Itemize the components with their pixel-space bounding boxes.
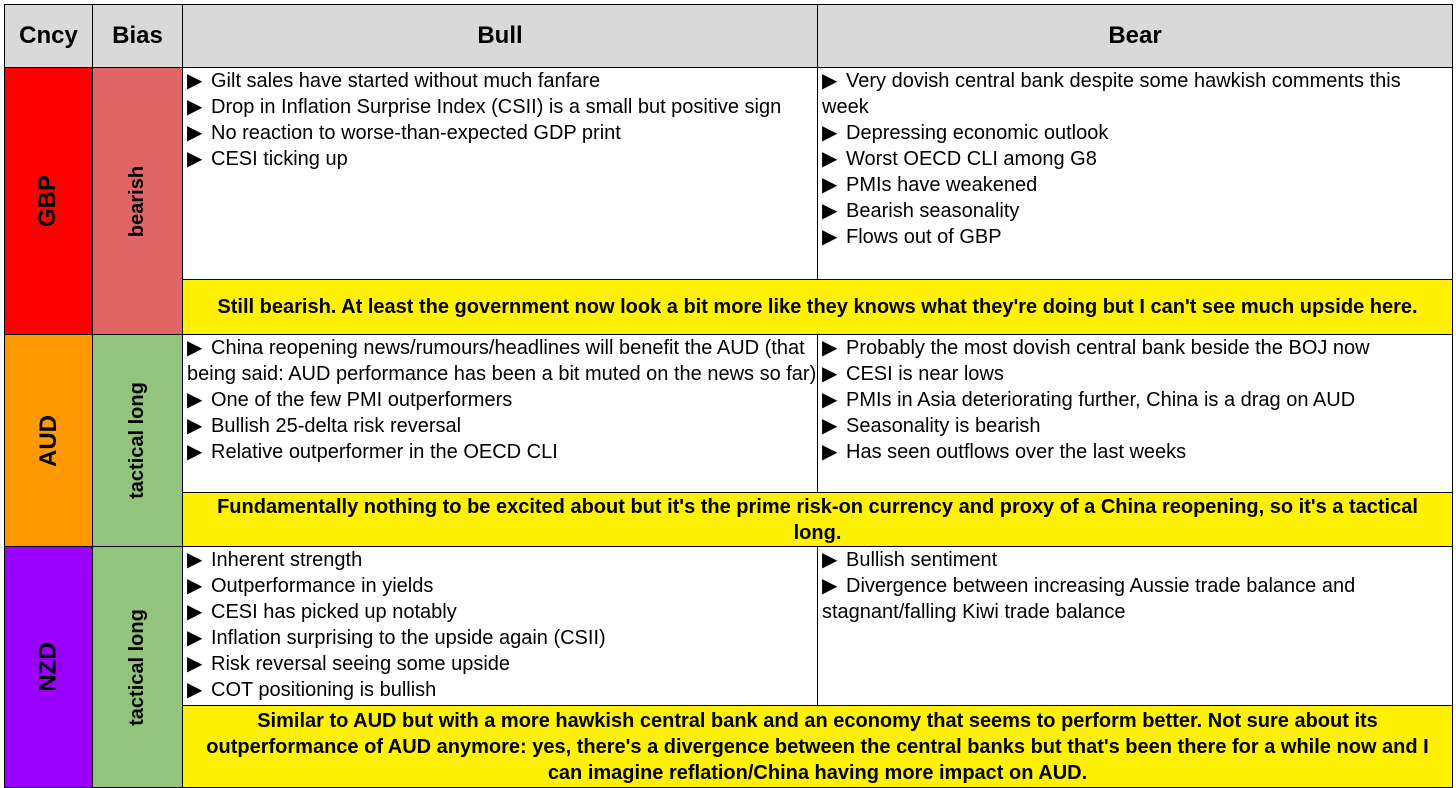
summary-cell-gbp: Still bearish. At least the government now look a bit more like they knows what they're doing but I can't see much upside here. — [182, 279, 1453, 335]
bullet-icon: ▶ — [187, 549, 203, 571]
list-item: ▶ Depressing economic outlook — [822, 122, 1109, 144]
list-item: ▶ Gilt sales have started without much fanfare — [187, 70, 601, 92]
bear-cell-gbp — [817, 67, 1453, 280]
bullet-icon: ▶ — [822, 575, 838, 597]
bias-label: tactical long — [126, 382, 149, 499]
header-bias: Bias — [92, 4, 183, 68]
bullet-icon: ▶ — [822, 70, 838, 92]
bullet-icon: ▶ — [187, 653, 203, 675]
list-item: ▶ China reopening news/rumours/headlines will benefit the AUD (that being said: AUD performance has been a bit muted on the news so far) — [187, 337, 817, 385]
list-item: ▶ Bearish seasonality — [822, 200, 1020, 222]
bullet-icon: ▶ — [822, 174, 838, 196]
bull-cell-gbp — [182, 67, 818, 280]
currency-label: AUD — [34, 414, 62, 467]
list-item: ▶ PMIs have weakened — [822, 174, 1038, 196]
summary-cell-aud: Fundamentally nothing to be excited about but it's the prime risk-on currency and proxy of a China reopening, so it's a tactical long. — [182, 492, 1453, 547]
list-item: ▶ One of the few PMI outperformers — [187, 389, 513, 411]
list-item: ▶ CESI ticking up — [187, 148, 348, 170]
bullet-icon: ▶ — [822, 389, 838, 411]
currency-label: NZD — [34, 642, 62, 692]
bullet-icon: ▶ — [822, 148, 838, 170]
bullet-icon: ▶ — [187, 337, 203, 359]
list-item: ▶ CESI is near lows — [822, 363, 1004, 385]
bullet-icon: ▶ — [187, 415, 203, 437]
bear-cell-aud — [817, 334, 1453, 493]
header-bear: Bear — [817, 4, 1453, 68]
list-item: ▶ Has seen outflows over the last weeks — [822, 441, 1187, 463]
bias-cell-nzd — [92, 546, 183, 788]
list-item: ▶ Bullish sentiment — [822, 549, 998, 571]
bull-cell-nzd — [182, 546, 818, 706]
currency-label: GBP — [34, 174, 62, 228]
bias-label: bearish — [126, 165, 148, 237]
list-item: ▶ Probably the most dovish central bank beside the BOJ now — [822, 337, 1370, 359]
list-item: ▶ Inflation surprising to the upside again (CSII) — [187, 627, 606, 649]
list-item: ▶ Risk reversal seeing some upside — [187, 653, 511, 675]
bias-cell-gbp — [92, 67, 183, 335]
bullet-icon: ▶ — [187, 627, 203, 649]
list-item: ▶ Outperformance in yields — [187, 575, 434, 597]
bullet-icon: ▶ — [187, 389, 203, 411]
list-item: ▶ CESI has picked up notably — [187, 601, 457, 623]
header-bull: Bull — [182, 4, 818, 68]
list-item: ▶ No reaction to worse-than-expected GDP print — [187, 122, 621, 144]
bias-label: tactical long — [126, 608, 149, 726]
bullet-icon: ▶ — [822, 200, 838, 222]
currency-cell-gbp — [4, 67, 93, 335]
currency-cell-nzd — [4, 546, 93, 788]
bullet-icon: ▶ — [187, 601, 203, 623]
list-item: ▶ COT positioning is bullish — [187, 679, 437, 701]
list-item: ▶ Worst OECD CLI among G8 — [822, 148, 1097, 170]
bullet-icon: ▶ — [187, 122, 203, 144]
list-item: ▶ Bullish 25-delta risk reversal — [187, 415, 462, 437]
bullet-icon: ▶ — [187, 441, 203, 463]
currency-cell-aud — [4, 334, 93, 547]
bullet-icon: ▶ — [187, 70, 203, 92]
list-item: ▶ PMIs in Asia deteriorating further, China is a drag on AUD — [822, 389, 1356, 411]
bullet-icon: ▶ — [822, 549, 838, 571]
list-item: ▶ Relative outperformer in the OECD CLI — [187, 441, 558, 463]
summary-cell-nzd: Similar to AUD but with a more hawkish central bank and an economy that seems to perform better. Not sure about its outperformance of AUD anymore: yes, there's a divergence between the central banks but that's been there for a while now and I can imagine reflation/China having more impact on AUD. — [182, 705, 1453, 788]
list-item: ▶ Seasonality is bearish — [822, 415, 1041, 437]
header-cncy: Cncy — [4, 4, 93, 68]
list-item: ▶ Drop in Inflation Surprise Index (CSII) is a small but positive sign — [187, 96, 782, 118]
bullet-icon: ▶ — [822, 441, 838, 463]
bullet-icon: ▶ — [187, 148, 203, 170]
bear-cell-nzd — [817, 546, 1453, 706]
bullet-icon: ▶ — [187, 575, 203, 597]
list-item: ▶ Flows out of GBP — [822, 226, 1002, 248]
bullet-icon: ▶ — [822, 226, 838, 248]
bullet-icon: ▶ — [822, 122, 838, 144]
bullet-icon: ▶ — [822, 363, 838, 385]
bullet-icon: ▶ — [822, 415, 838, 437]
bullet-icon: ▶ — [187, 679, 203, 701]
list-item: ▶ Very dovish central bank despite some hawkish comments this week — [822, 70, 1401, 118]
list-item: ▶ Inherent strength — [187, 549, 363, 571]
bullet-icon: ▶ — [822, 337, 838, 359]
bull-cell-aud — [182, 334, 818, 493]
bullet-icon: ▶ — [187, 96, 203, 118]
bias-cell-aud — [92, 334, 183, 547]
list-item: ▶ Divergence between increasing Aussie trade balance and stagnant/falling Kiwi trade balance — [822, 575, 1356, 623]
